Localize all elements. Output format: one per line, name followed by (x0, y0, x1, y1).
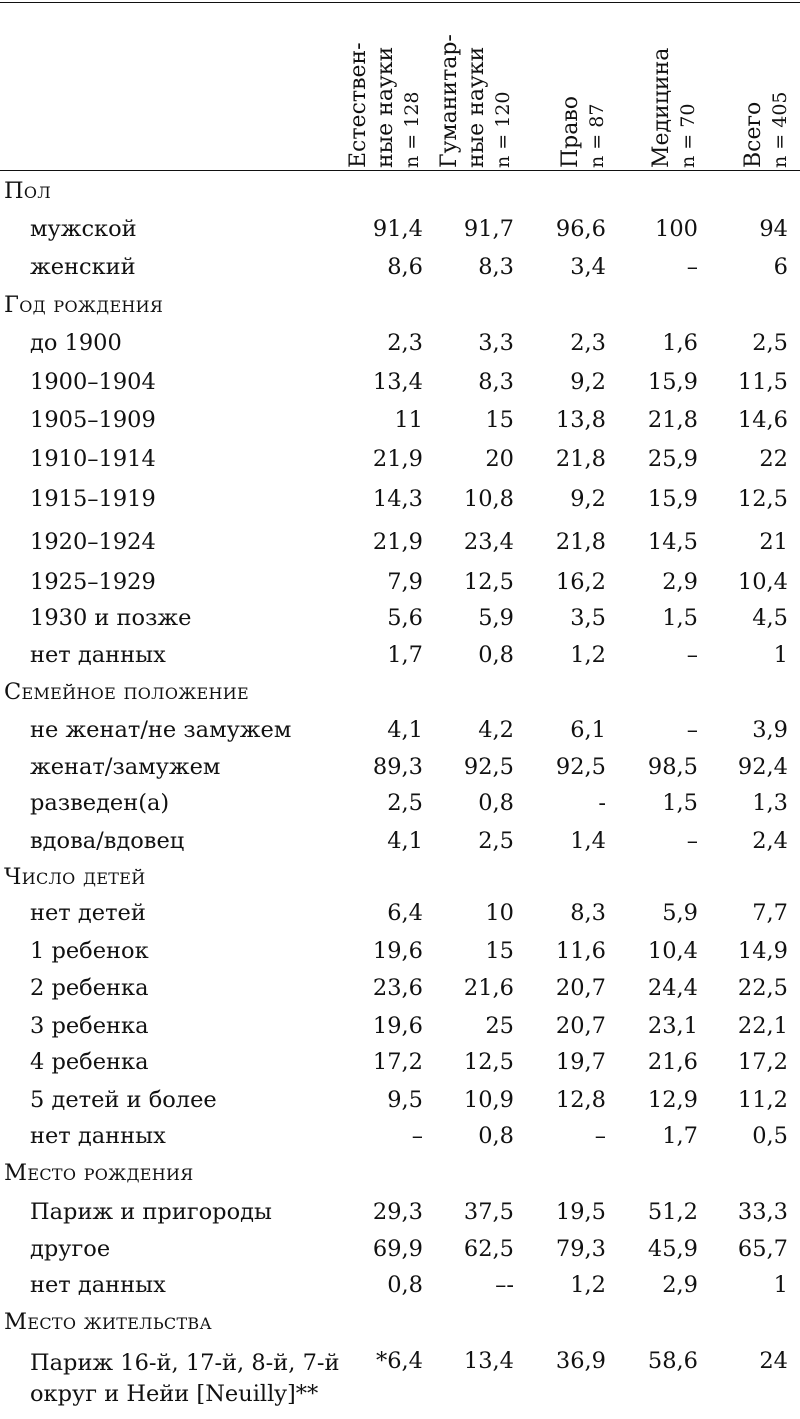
cell-value: 3,4 (570, 254, 606, 280)
cell-value: 92,5 (555, 754, 606, 780)
cell-value: 5,9 (662, 900, 698, 926)
cell-value: 6,1 (570, 717, 606, 743)
cell-value: – (686, 717, 698, 743)
section-heading: Место рождения (4, 1160, 194, 1186)
row-label-continued: округ и Нейи [Neuilly]** (30, 1381, 319, 1407)
column-header-line: Гуманитар- (437, 34, 462, 168)
cell-value: 22,5 (737, 975, 788, 1001)
cell-value: 25 (485, 1013, 514, 1039)
cell-value: 5,6 (387, 605, 423, 631)
column-header (740, 8, 800, 168)
column-header (436, 8, 526, 168)
cell-value: 10,9 (463, 1087, 514, 1113)
cell-value: 23,6 (372, 975, 423, 1001)
cell-value: 21,6 (463, 975, 514, 1001)
cell-value: 24 (759, 1348, 788, 1374)
table-row (0, 407, 800, 443)
cell-value: 15 (485, 407, 514, 433)
cell-value: 91,4 (372, 216, 423, 242)
row-label: женский (30, 254, 136, 280)
row-label: 5 детей и более (30, 1087, 217, 1113)
cell-value: 2,5 (478, 828, 514, 854)
cell-value: 11,2 (737, 1087, 788, 1113)
cell-value: 37,5 (463, 1199, 514, 1225)
cell-value: 21,8 (555, 446, 606, 472)
cell-value: – (686, 642, 698, 668)
cell-value: 0,8 (387, 1272, 423, 1298)
table-row (0, 1236, 800, 1272)
section-heading: Место жительства (4, 1309, 212, 1335)
cell-value: 23,4 (463, 529, 514, 555)
cell-value: 24,4 (647, 975, 698, 1001)
column-header (557, 8, 647, 168)
section-heading-row (0, 1160, 800, 1196)
header-rule (0, 170, 800, 171)
row-label: мужской (30, 216, 137, 242)
table-row (0, 938, 800, 974)
cell-value: 69,9 (372, 1236, 423, 1262)
cell-value: 1 (773, 642, 788, 668)
section-heading-row (0, 292, 800, 328)
cell-value: 14,5 (647, 529, 698, 555)
row-label: нет данных (30, 642, 166, 668)
row-label: 1900–1904 (30, 369, 156, 395)
table-row (0, 642, 800, 678)
cell-value: – (411, 1123, 423, 1149)
cell-value: 0,5 (752, 1123, 788, 1149)
column-header (345, 8, 435, 168)
cell-value: *6,4 (375, 1348, 423, 1374)
cell-value: 92,5 (463, 754, 514, 780)
cell-value: 10,4 (647, 938, 698, 964)
cell-value: 7,7 (752, 900, 788, 926)
cell-value: 20 (485, 446, 514, 472)
table-row (0, 790, 800, 826)
row-label: не женат/не замужем (30, 717, 292, 743)
table-row (0, 529, 800, 565)
cell-value: –- (495, 1272, 514, 1298)
cell-value: 1,5 (662, 605, 698, 631)
section-heading: Семейное положение (4, 679, 249, 705)
column-header-n: n = 87 (586, 103, 608, 168)
cell-value: 2,5 (752, 330, 788, 356)
row-label: 1915–1919 (30, 486, 156, 512)
column-header-line: ные науки (373, 46, 398, 168)
cell-value: 1,4 (570, 828, 606, 854)
column-header-line: Естествен- (346, 42, 371, 168)
table-row (0, 754, 800, 790)
cell-value: 0,8 (478, 790, 514, 816)
cell-value: 22,1 (737, 1013, 788, 1039)
top-rule (0, 2, 800, 3)
cell-value: 10,4 (737, 569, 788, 595)
cell-value: 1,7 (387, 642, 423, 668)
table-row (0, 569, 800, 605)
cell-value: 5,9 (478, 605, 514, 631)
cell-value: 13,4 (372, 369, 423, 395)
cell-value: 6,4 (387, 900, 423, 926)
cell-value: 15,9 (647, 486, 698, 512)
table-row (0, 254, 800, 290)
cell-value: 3,3 (478, 330, 514, 356)
column-header-line: ные науки (464, 46, 489, 168)
cell-value: – (594, 1123, 606, 1149)
table-row (0, 1049, 800, 1085)
cell-value: – (686, 828, 698, 854)
cell-value: 11,6 (555, 938, 606, 964)
cell-value: 21 (759, 529, 788, 555)
table-row (0, 1013, 800, 1049)
cell-value: 2,9 (662, 569, 698, 595)
cell-value: 1 (773, 1272, 788, 1298)
cell-value: 21,8 (647, 407, 698, 433)
cell-value: - (598, 790, 606, 816)
row-label: 1920–1924 (30, 529, 156, 555)
cell-value: 33,3 (737, 1199, 788, 1225)
cell-value: 4,2 (478, 717, 514, 743)
cell-value: 1,2 (570, 1272, 606, 1298)
table-row (0, 330, 800, 366)
table-row (0, 975, 800, 1011)
cell-value: 8,6 (387, 254, 423, 280)
cell-value: 10 (485, 900, 514, 926)
cell-value: 21,9 (372, 446, 423, 472)
cell-value: 10,8 (463, 486, 514, 512)
table-row (0, 486, 800, 522)
row-label: 1905–1909 (30, 407, 156, 433)
cell-value: 12,8 (555, 1087, 606, 1113)
section-heading: Пол (4, 178, 51, 204)
row-label: Париж и пригороды (30, 1199, 272, 1225)
cell-value: 9,2 (570, 369, 606, 395)
section-heading: Число детей (4, 864, 146, 890)
section-heading-row (0, 864, 800, 900)
cell-value: 22 (759, 446, 788, 472)
cell-value: 12,9 (647, 1087, 698, 1113)
table-row (0, 369, 800, 405)
cell-value: 8,3 (478, 254, 514, 280)
cell-value: 21,9 (372, 529, 423, 555)
cell-value: 23,1 (647, 1013, 698, 1039)
cell-value: 100 (655, 216, 698, 242)
cell-value: 16,2 (555, 569, 606, 595)
cell-value: 98,5 (647, 754, 698, 780)
cell-value: 12,5 (463, 569, 514, 595)
table-row (0, 1123, 800, 1159)
table-row (0, 1087, 800, 1123)
cell-value: 62,5 (463, 1236, 514, 1262)
table-row (0, 1272, 800, 1308)
cell-value: 14,3 (372, 486, 423, 512)
cell-value: 19,6 (372, 938, 423, 964)
cell-value: 19,6 (372, 1013, 423, 1039)
row-label: другое (30, 1236, 111, 1262)
cell-value: 58,6 (647, 1348, 698, 1374)
cell-value: 1,7 (662, 1123, 698, 1149)
row-label: 1930 и позже (30, 605, 192, 631)
table-row (0, 717, 800, 753)
cell-value: 13,4 (463, 1348, 514, 1374)
section-heading-row (0, 1309, 800, 1345)
row-label: нет данных (30, 1272, 166, 1298)
table-row (0, 1348, 800, 1407)
column-header-n: n = 405 (769, 91, 791, 168)
cell-value: 21,6 (647, 1049, 698, 1075)
table-row (0, 605, 800, 641)
section-heading-row (0, 679, 800, 715)
row-label: до 1900 (30, 330, 122, 356)
cell-value: 0,8 (478, 1123, 514, 1149)
cell-value: 2,4 (752, 828, 788, 854)
cell-value: 45,9 (647, 1236, 698, 1262)
cell-value: 20,7 (555, 975, 606, 1001)
cell-value: 3,5 (570, 605, 606, 631)
table-row (0, 828, 800, 864)
row-label: разведен(а) (30, 790, 170, 816)
cell-value: 8,3 (570, 900, 606, 926)
cell-value: 1,5 (662, 790, 698, 816)
cell-value: 17,2 (737, 1049, 788, 1075)
cell-value: 11,5 (737, 369, 788, 395)
cell-value: 91,7 (463, 216, 514, 242)
cell-value: 4,1 (387, 717, 423, 743)
row-label: Париж 16-й, 17-й, 8-й, 7-й (30, 1350, 340, 1376)
row-label: вдова/вдовец (30, 828, 185, 854)
column-header-n: n = 70 (677, 103, 699, 168)
cell-value: 0,8 (478, 642, 514, 668)
cell-value: 17,2 (372, 1049, 423, 1075)
row-label: нет детей (30, 900, 146, 926)
cell-value: 7,9 (387, 569, 423, 595)
cell-value: 25,9 (647, 446, 698, 472)
row-label: женат/замужем (30, 754, 221, 780)
cell-value: 1,2 (570, 642, 606, 668)
cell-value: 13,8 (555, 407, 606, 433)
table-row (0, 1199, 800, 1235)
cell-value: 11 (394, 407, 423, 433)
cell-value: 2,3 (387, 330, 423, 356)
cell-value: 94 (759, 216, 788, 242)
cell-value: 15,9 (647, 369, 698, 395)
cell-value: 4,1 (387, 828, 423, 854)
cell-value: 2,9 (662, 1272, 698, 1298)
section-heading-row (0, 178, 800, 214)
cell-value: 79,3 (555, 1236, 606, 1262)
cell-value: 12,5 (737, 486, 788, 512)
cell-value: 9,5 (387, 1087, 423, 1113)
cell-value: 14,6 (737, 407, 788, 433)
cell-value: 15 (485, 938, 514, 964)
column-header-line: Медицина (649, 47, 674, 168)
cell-value: 89,3 (372, 754, 423, 780)
cell-value: 96,6 (555, 216, 606, 242)
row-label: 3 ребенка (30, 1013, 149, 1039)
row-label: 1925–1929 (30, 569, 156, 595)
row-label: 2 ребенка (30, 975, 149, 1001)
table-row (0, 900, 800, 936)
cell-value: 51,2 (647, 1199, 698, 1225)
cell-value: 21,8 (555, 529, 606, 555)
row-label: 4 ребенка (30, 1049, 149, 1075)
cell-value: 3,9 (752, 717, 788, 743)
cell-value: 19,5 (555, 1199, 606, 1225)
row-label: 1 ребенок (30, 938, 149, 964)
cell-value: 14,9 (737, 938, 788, 964)
section-heading: Год рождения (4, 292, 164, 318)
cell-value: 1,6 (662, 330, 698, 356)
cell-value: 92,4 (737, 754, 788, 780)
cell-value: 12,5 (463, 1049, 514, 1075)
row-label: нет данных (30, 1123, 166, 1149)
column-header-line: Право (558, 95, 583, 168)
cell-value: 36,9 (555, 1348, 606, 1374)
cell-value: 8,3 (478, 369, 514, 395)
cell-value: 9,2 (570, 486, 606, 512)
cell-value: 6 (773, 254, 788, 280)
column-header-n: n = 120 (492, 91, 514, 168)
cell-value: – (686, 254, 698, 280)
column-header-line: Всего (741, 101, 766, 168)
cell-value: 65,7 (737, 1236, 788, 1262)
cell-value: 2,3 (570, 330, 606, 356)
column-header (648, 8, 738, 168)
cell-value: 1,3 (752, 790, 788, 816)
cell-value: 4,5 (752, 605, 788, 631)
cell-value: 19,7 (555, 1049, 606, 1075)
row-label: 1910–1914 (30, 446, 156, 472)
table-row (0, 446, 800, 482)
cell-value: 29,3 (372, 1199, 423, 1225)
table-row (0, 216, 800, 252)
cell-value: 2,5 (387, 790, 423, 816)
cell-value: 20,7 (555, 1013, 606, 1039)
column-header-n: n = 128 (401, 91, 423, 168)
